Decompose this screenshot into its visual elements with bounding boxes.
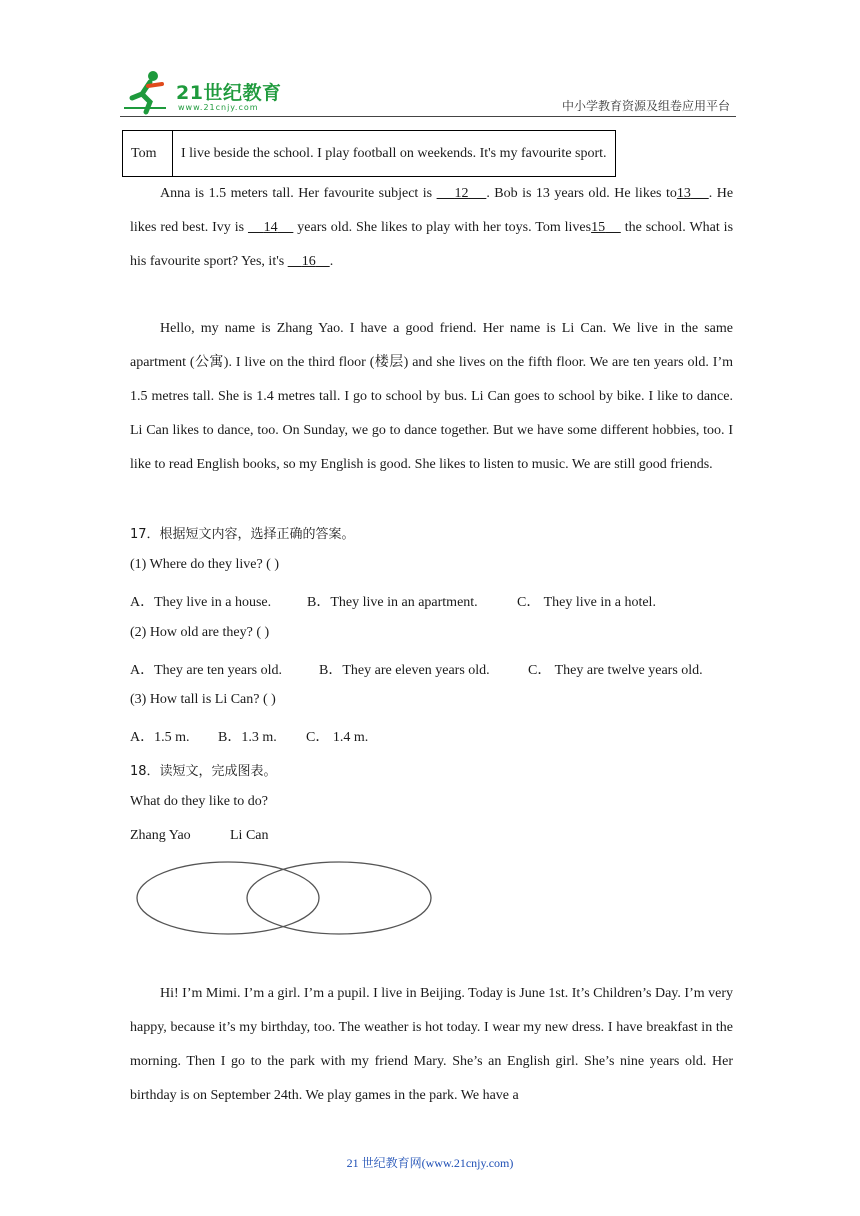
option-b[interactable]: B．They are eleven years old. <box>319 663 490 678</box>
option-c[interactable]: C． They live in a hotel. <box>517 595 656 610</box>
blank-15: 15 <box>591 220 606 235</box>
passage-text: Hi! I’m Mimi. I’m a girl. I’m a pupil. I live in Beijing. Today is June 1st. It’s Children’s Day. I’m very happy, because it’s my birthday, too. The weather is hot today. I wear my new dress. I have breakfast in the morning. Then I go to the park with my friend Mary. She’s an English girl. She’s nine years old. Her birthday is on September 24th. We play games in the park. We have a <box>130 986 733 1103</box>
option-a[interactable]: A．1.5 m. <box>130 730 190 745</box>
option-b[interactable]: B．They live in an apartment. <box>307 595 478 610</box>
cloze-text: . <box>329 254 334 269</box>
cloze-text: Anna is 1.5 meters tall. Her favourite subject is <box>160 186 437 201</box>
option-c[interactable]: C． 1.4 m. <box>306 730 369 745</box>
blank-12: 12 <box>454 186 469 201</box>
cloze-text: . He likes red best. Ivy is <box>130 186 734 235</box>
option-b[interactable]: B．1.3 m. <box>218 730 277 745</box>
venn-circle-zhang-yao[interactable] <box>137 862 319 934</box>
venn-diagram <box>132 855 437 941</box>
logo-text: 21世纪教育 <box>176 82 282 104</box>
venn-label-li-can: Li Can <box>230 828 269 843</box>
passage-text: Hello, my name is Zhang Yao. I have a good friend. Her name is Li Can. We live in the same apartment (公寓). I live on the third floor (楼层) and she lives on the fifth floor. We are ten years old. I’m 1.5 metres tall. She is 1.4 metres tall. I go to school by bus. Li Can goes to school by bike. I like to dance. Li Can likes to dance, too. On Sunday, we go to dance together. But we have some different hobbies, too. I like to read English books, so my English is good. She likes to listen to music. We are still good friends. <box>130 321 733 472</box>
passage-mimi <box>130 977 733 1113</box>
q18-question: What do they like to do? <box>130 794 269 809</box>
passage-zhang-yao <box>130 312 733 482</box>
option-a[interactable]: A．They live in a house. <box>130 595 272 610</box>
table-cell-text: I live beside the school. I play football on weekends. It's my favourite sport. <box>173 131 616 177</box>
blank-13: 13 <box>676 186 691 201</box>
header-divider <box>120 116 736 117</box>
venn-circle-li-can[interactable] <box>247 862 431 934</box>
runner-logo-icon <box>120 68 176 116</box>
option-a[interactable]: A．They are ten years old. <box>130 663 282 678</box>
q17-3-question: (3) How tall is Li Can? ( ) <box>130 692 276 707</box>
blank-16: 16 <box>301 254 316 269</box>
q17-title: 17．根据短文内容，选择正确的答案。 <box>130 527 355 542</box>
venn-label-zhang-yao: Zhang Yao <box>130 828 191 843</box>
logo-url: www.21cnjy.com <box>178 103 259 112</box>
option-c[interactable]: C． They are twelve years old. <box>528 663 703 678</box>
table-cell-name: Tom <box>123 131 173 177</box>
q17-2-question: (2) How old are they? ( ) <box>130 625 270 640</box>
q17-2-options <box>130 659 733 679</box>
blank-14: 14 <box>263 220 278 235</box>
q17-3-options <box>130 726 733 746</box>
info-table <box>122 130 616 177</box>
q17-1-options <box>130 591 733 611</box>
site-logo <box>120 68 290 118</box>
cloze-text: years old. She likes to play with her toys. Tom lives <box>293 220 592 235</box>
table-row <box>123 131 616 177</box>
cloze-text: . Bob is 13 years old. He likes to <box>486 186 677 201</box>
q18-title: 18．读短文，完成图表。 <box>130 764 277 779</box>
page-footer: 21 世纪教育网(www.21cnjy.com) <box>346 1156 514 1170</box>
cloze-text: the school. What is his favourite sport? Yes, it's <box>130 220 734 269</box>
q17-1-question: (1) Where do they live? ( ) <box>130 557 280 572</box>
header-tagline: 中小学教育资源及组卷应用平台 <box>561 99 730 113</box>
cloze-paragraph <box>130 177 733 279</box>
